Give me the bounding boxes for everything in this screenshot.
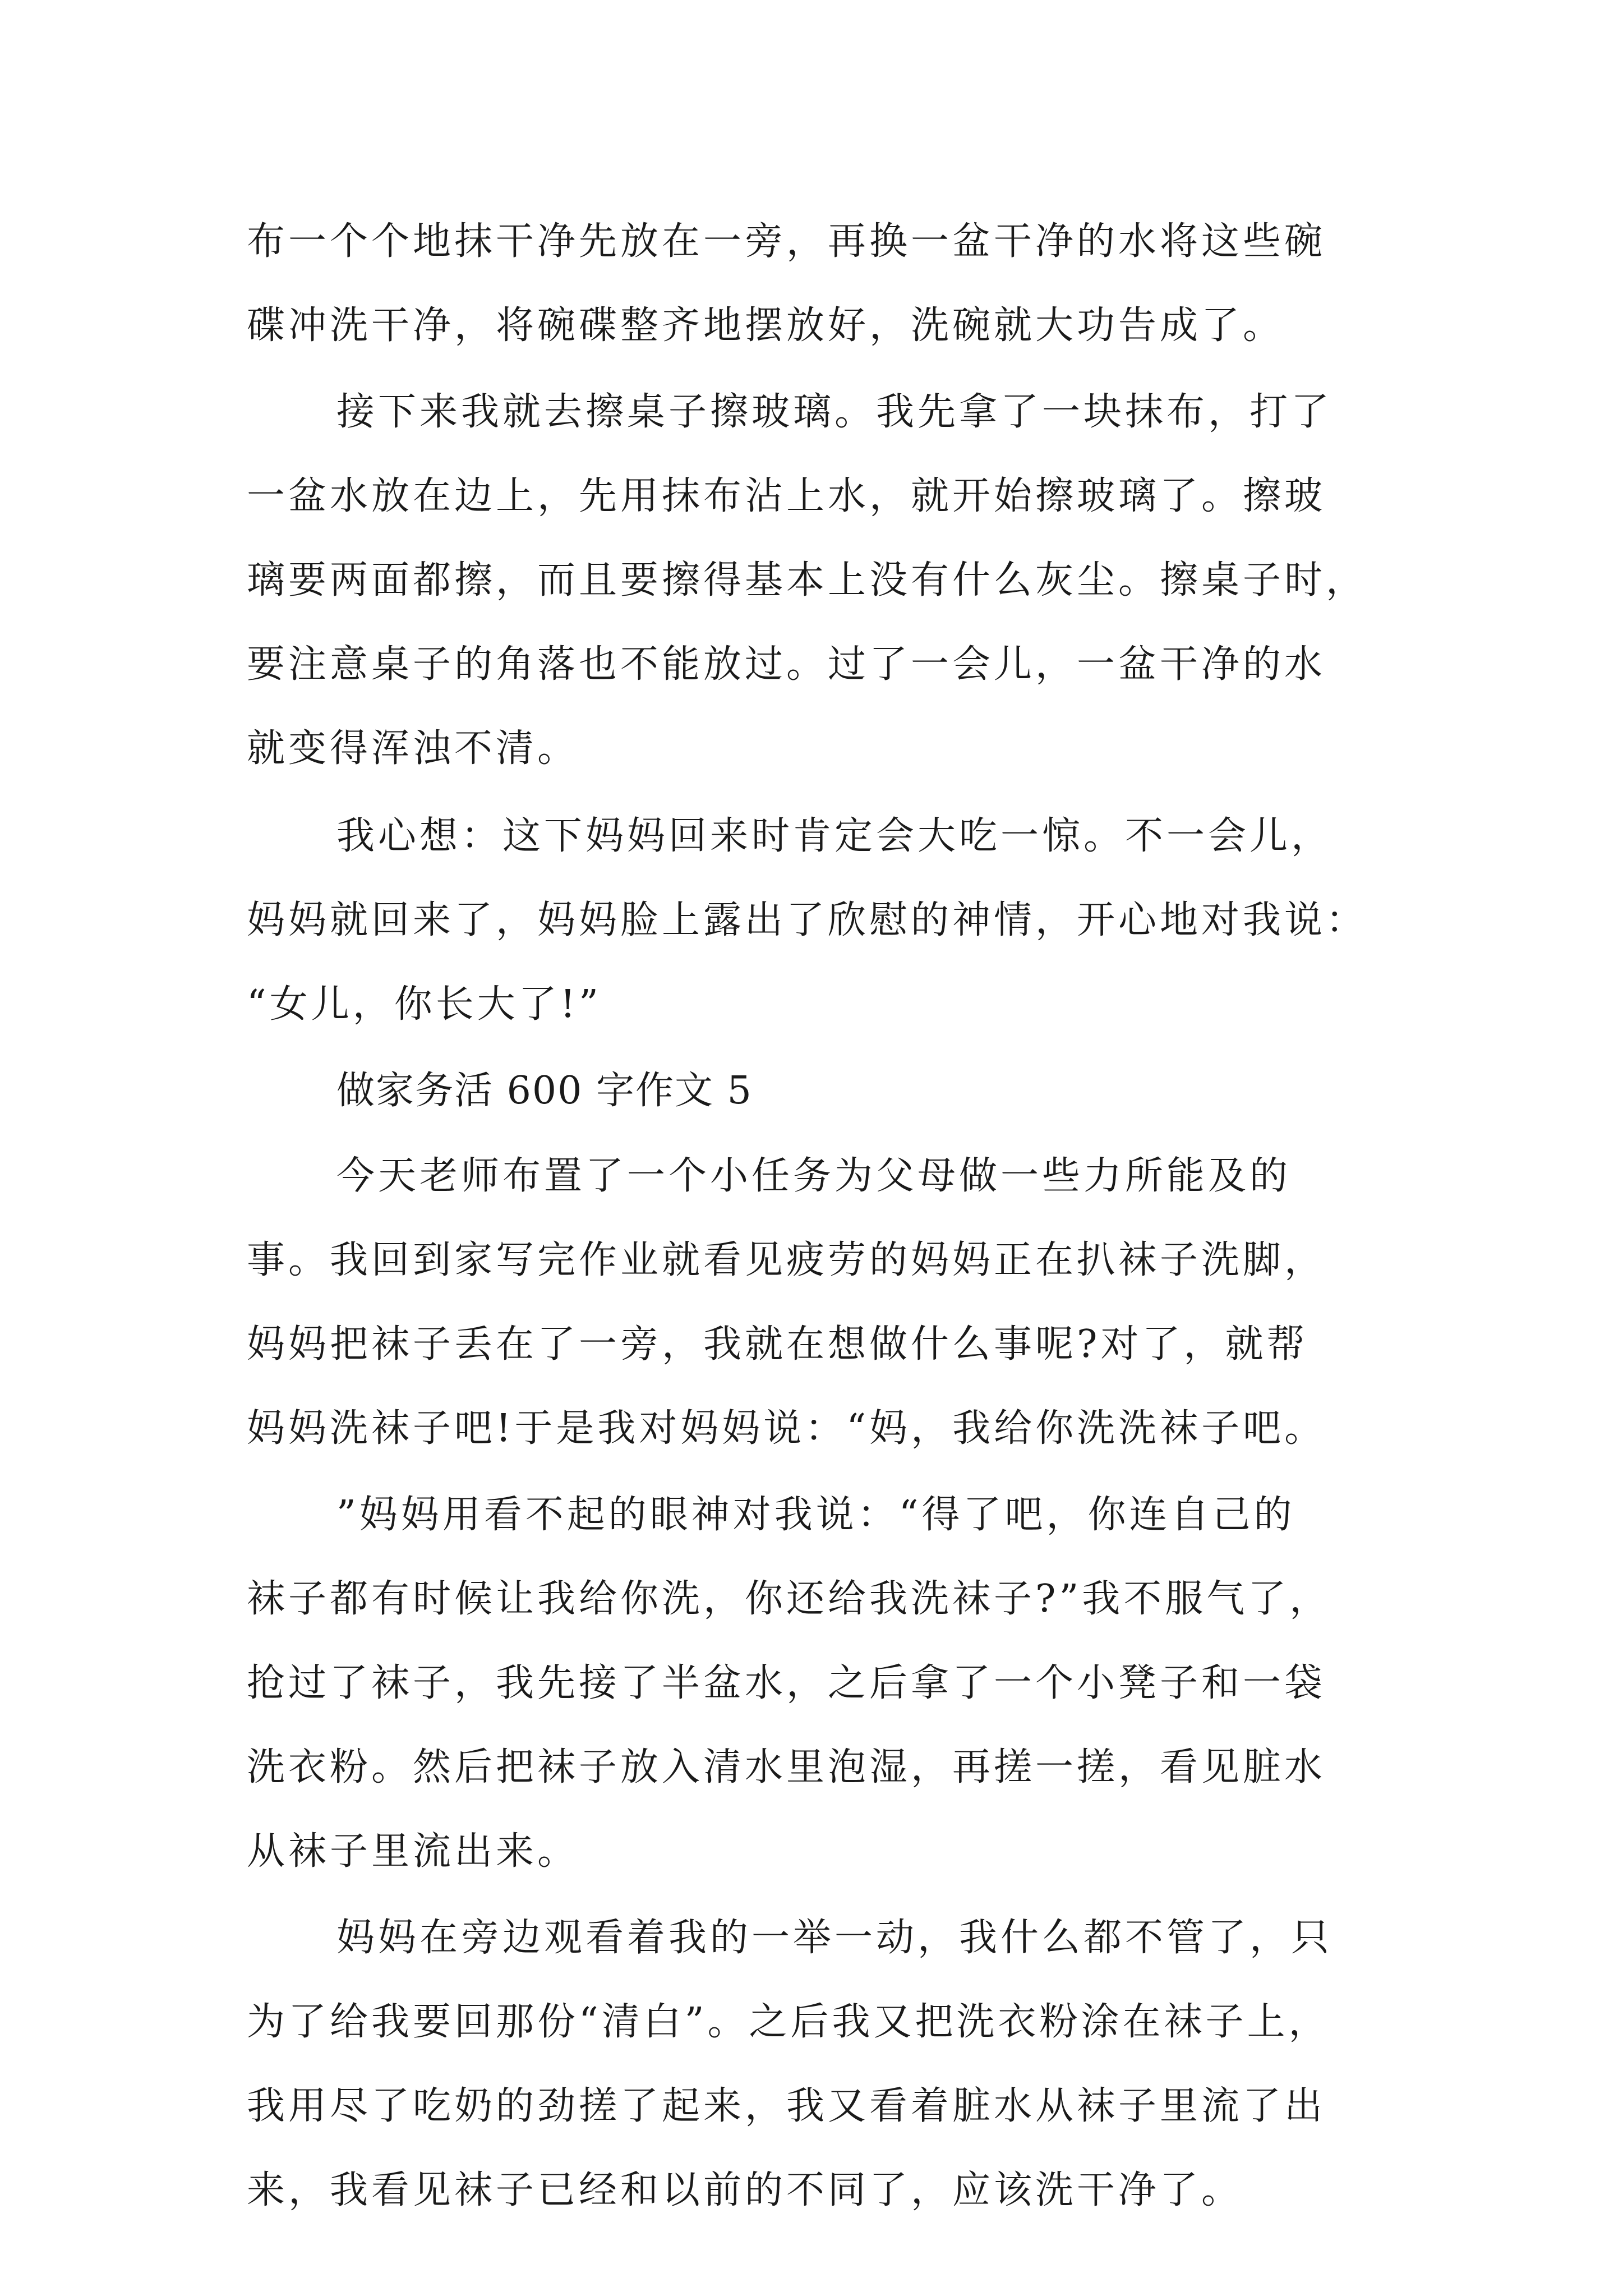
text-line: 妈妈就回来了，妈妈脸上露出了欣慰的神情，开心地对我说： (247, 898, 1368, 942)
text-line: 接下来我就去擦桌子擦玻璃。我先拿了一块抹布，打了 (336, 390, 1333, 434)
text-line: 来，我看见袜子已经和以前的不同了，应该洗干净了。 (247, 2168, 1243, 2212)
text-line: 妈妈在旁边观看着我的一举一动，我什么都不管了，只 (336, 1916, 1333, 1960)
text-line: 妈妈把袜子丢在了一旁，我就在想做什么事呢?对了，就帮 (247, 1322, 1308, 1366)
text-line: 抢过了袜子，我先接了半盆水，之后拿了一个小凳子和一袋 (247, 1661, 1326, 1705)
text-line: 璃要两面都擦，而且要擦得基本上没有什么灰尘。擦桌子时， (247, 558, 1368, 602)
text-line: 事。我回到家写完作业就看见疲劳的妈妈正在扒袜子洗脚， (247, 1238, 1326, 1282)
text-line: 为了给我要回那份“清白”。之后我又把洗衣粉涂在袜子上， (247, 2000, 1330, 2044)
text-line: 洗衣粉。然后把袜子放入清水里泡湿，再搓一搓，看见脏水 (247, 1745, 1326, 1789)
text-line: 从袜子里流出来。 (247, 1829, 579, 1874)
text-line: 妈妈洗袜子吧!于是我对妈妈说：“妈，我给你洗洗袜子吧。 (247, 1406, 1326, 1451)
text-line: 碟冲洗干净，将碗碟整齐地摆放好，洗碗就大功告成了。 (247, 303, 1285, 348)
text-line: 就变得浑浊不清。 (247, 726, 579, 771)
text-line: 一盆水放在边上，先用抹布沾上水，就开始擦玻璃了。擦玻 (247, 474, 1326, 518)
text-line: 我心想：这下妈妈回来时肯定会大吃一惊。不一会儿， (336, 814, 1333, 858)
text-line: ”妈妈用看不起的眼神对我说：“得了吧，你连自己的 (336, 1493, 1295, 1537)
text-line: “女儿，你长大了!” (247, 982, 602, 1027)
text-line: 袜子都有时候让我给你洗，你还给我洗袜子?”我不服气了， (247, 1577, 1331, 1621)
text-line: 我用尽了吃奶的劲搓了起来，我又看着脏水从袜子里流了出 (247, 2084, 1326, 2128)
text-line: 布一个个地抹干净先放在一旁，再换一盆干净的水将这些碗 (247, 219, 1326, 264)
text-line: 今天老师布置了一个小任务为父母做一些力所能及的 (336, 1154, 1292, 1198)
section-heading: 做家务活 600 字作文 5 (336, 1069, 753, 1113)
text-line: 要注意桌子的角落也不能放过。过了一会儿，一盆干净的水 (247, 642, 1326, 687)
